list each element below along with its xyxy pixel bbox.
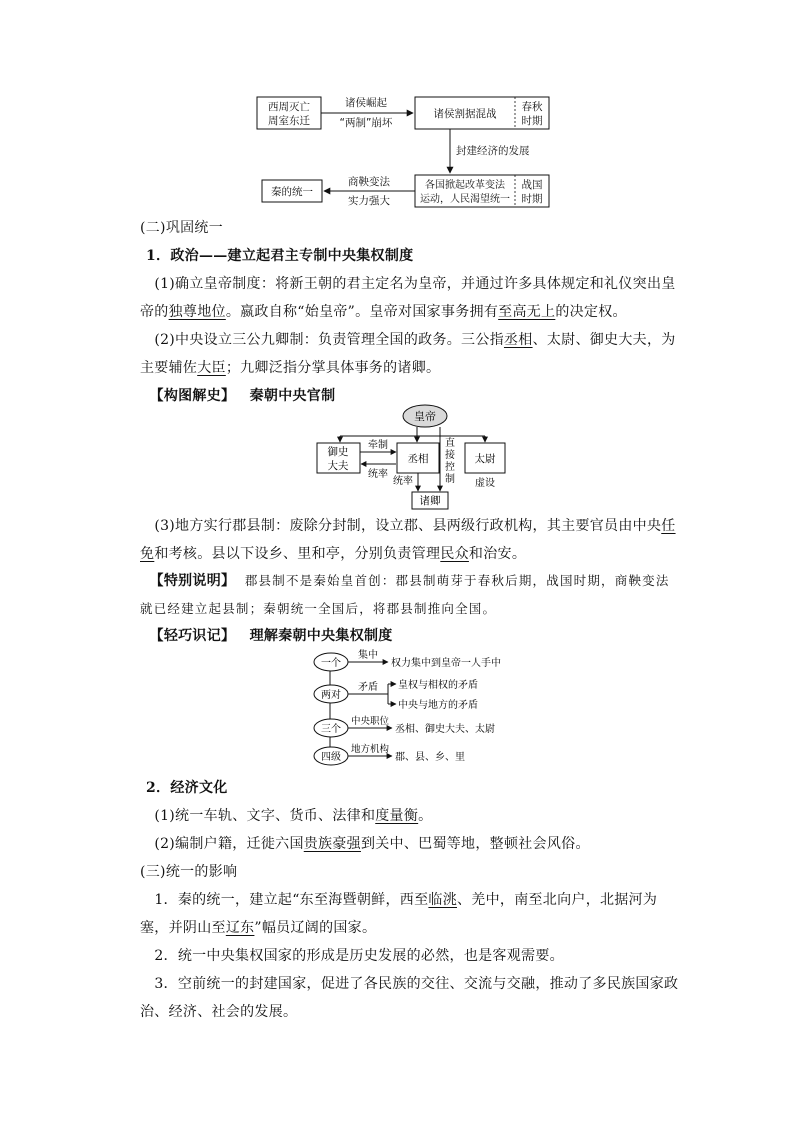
result-one: 权力集中到皇帝一人手中 (391, 658, 501, 669)
box-c-period1: 战国 (521, 179, 543, 191)
node-two-label: 两对 (321, 690, 341, 701)
node-three-label: 三个 (321, 724, 341, 735)
direct-control-1: 直 (445, 438, 455, 449)
arrow1-label1: 诸侯崛起 (345, 97, 387, 109)
underlined-appointment: 任免 (140, 518, 676, 562)
tonglv-label-2: 统率 (393, 476, 413, 487)
paragraph-three-ministers: (2)中央设立三公九卿制：负责管理全国的政务。三公指丞相、太尉、御史大夫，为主要辅佐大臣；九卿泛指分掌具体事务的诸卿。 (140, 332, 676, 376)
qingqiao-tag: 【轻巧识记】 (149, 628, 236, 644)
qianzhi-label: 牵制 (368, 440, 388, 451)
result-four: 郡、县、乡、里 (395, 752, 465, 763)
section-title-impact: (三)统一的影响 (140, 864, 238, 880)
box-a-line2: 周室东迁 (268, 115, 310, 127)
goutu-title: 秦朝中央官制 (249, 388, 336, 404)
qin-central-officials-diagram (0, 400, 794, 512)
direct-control-4: 制 (445, 474, 455, 485)
chengxiang-label: 丞相 (407, 453, 429, 465)
underlined-people: 民众 (440, 546, 469, 562)
taiwei-label: 太尉 (474, 453, 496, 465)
box-c-line2: 运动，人民渴望统一 (420, 194, 510, 205)
history-flowchart (0, 0, 794, 220)
node-one-label: 一个 (321, 658, 341, 669)
paragraph-commandery-system: (3)地方实行郡县制：废除分封制，设立郡、县两级行政机构，其主要官员由中央任免和考核。县以下设乡、里和亭，分别负责管理民众和治安。 (140, 518, 676, 562)
underlined-ministers: 大臣 (197, 360, 226, 376)
xushe-label: 虚设 (475, 478, 495, 489)
link-one-label: 集中 (358, 650, 378, 661)
result-two-a: 皇权与相权的矛盾 (398, 680, 478, 691)
box-b-period2: 时期 (521, 115, 543, 127)
direct-control-3: 控 (445, 462, 455, 473)
link-four-label: 地方机构 (350, 744, 390, 755)
result-three: 丞相、御史大夫、太尉 (395, 724, 495, 735)
arrow-down-label: 封建经济的发展 (456, 145, 530, 157)
memory-diagram (0, 648, 794, 770)
zhuqing-label: 诸卿 (419, 495, 441, 507)
underlined-chancellor: 丞相 (503, 332, 533, 348)
qingqiao-heading (140, 622, 680, 650)
emperor-label: 皇帝 (414, 410, 436, 423)
goutu-tag: 【构图解史】 (149, 388, 236, 404)
box-a-line1: 西周灭亡 (268, 101, 310, 113)
paragraph-household: (2)编制户籍，迁徙六国贵族豪强到关中、巴蜀等地，整顿社会风俗。 (154, 836, 590, 852)
underlined-measures: 度量衡 (375, 808, 419, 824)
item1-title: 1．政治——建立起君主专制中央集权制度 (146, 248, 414, 264)
special-note (140, 567, 680, 623)
item2-title: 2．经济文化 (146, 780, 228, 796)
box-d-label: 秦的统一 (271, 186, 313, 198)
direct-control-2: 接 (445, 450, 455, 461)
box-c-line1: 各国掀起改革变法 (425, 180, 505, 191)
special-tag: 【特别说明】 (149, 573, 236, 589)
box-b-label: 诸侯割据混战 (433, 108, 497, 120)
section-title-consolidate: (二)巩固统一 (140, 220, 224, 236)
box-c-period2: 时期 (521, 193, 543, 205)
arrow2-label1: 商鞅变法 (348, 176, 390, 188)
paragraph-emperor-system: (1)确立皇帝制度：将新王朝的君主定名为皇帝，并通过许多具体规定和礼仪突出皇帝的独尊地位。嬴政自称“始皇帝”。皇帝对国家事务拥有至高无上的决定权。 (140, 276, 676, 320)
paragraph-territory: 1．秦的统一，建立起“东至海暨朝鲜，西至临洮、羌中，南至北向户，北据河为塞，并阴山至辽东”幅员辽阔的国家。 (140, 892, 658, 936)
underlined-lintao: 临洮 (428, 892, 457, 908)
underlined-nobles: 贵族豪强 (303, 836, 361, 852)
arrow1-label2: “两制”崩坏 (339, 117, 393, 129)
box-b-period1: 春秋 (521, 101, 543, 113)
yushi-line1: 御史 (327, 446, 349, 458)
tonglv-label-1: 统率 (368, 469, 388, 480)
underlined-supreme-status: 独尊地位 (168, 304, 226, 320)
paragraph-standardization: (1)统一车轨、文字、货币、法律和度量衡。 (154, 808, 433, 824)
underlined-supreme: 至高无上 (498, 304, 556, 320)
link-three-label: 中央职位 (350, 716, 390, 727)
paragraph-necessity: 2．统一中央集权国家的形成是历史发展的必然，也是客观需要。 (154, 948, 564, 964)
yushi-line2: 大夫 (327, 460, 349, 472)
special-text: 郡县制不是秦始皇首创：郡县制萌芽于春秋后期，战国时期，商鞅变法就已经建立起县制；秦朝统一全国后，将郡县制推向全国。 (140, 573, 670, 616)
underlined-liaodong: 辽东 (225, 920, 255, 936)
node-four-label: 四级 (321, 752, 341, 763)
result-two-b: 中央与地方的矛盾 (398, 700, 478, 711)
paragraph-ethnic-integration: 3．空前统一的封建国家，促进了各民族的交往、交流与交融，推动了多民族国家政治、经济、社会的发展。 (140, 976, 679, 1020)
arrow2-label2: 实力强大 (348, 195, 390, 207)
link-two-label: 矛盾 (358, 682, 378, 693)
qingqiao-title: 理解秦朝中央集权制度 (249, 628, 393, 644)
